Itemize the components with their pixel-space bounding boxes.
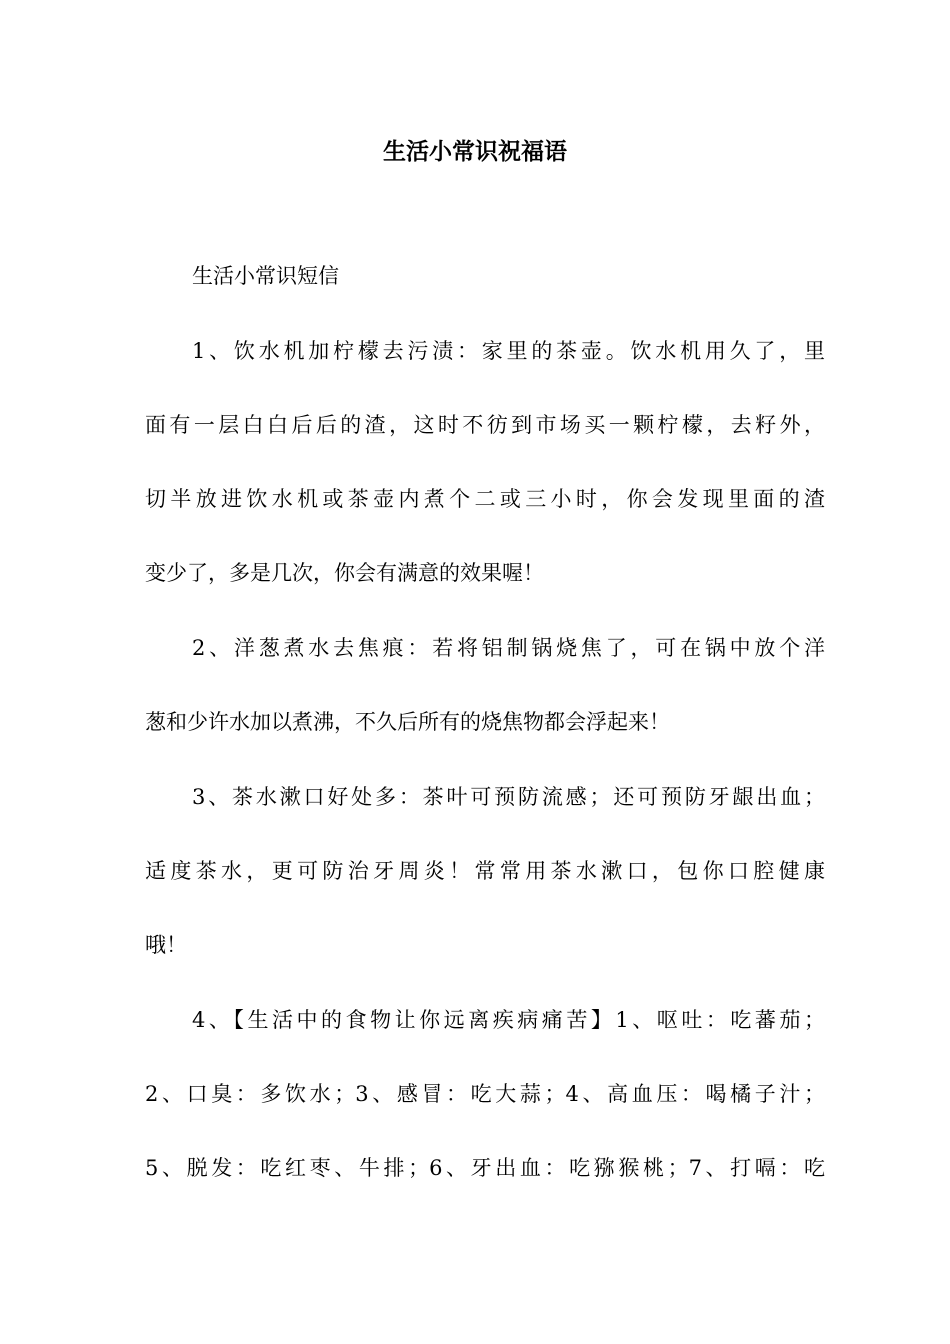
paragraph-line: 2、洋葱煮水去焦痕：若将铝制锅烧焦了，可在锅中放个洋 bbox=[192, 636, 825, 660]
paragraph-line: 葱和少许水加以煮沸，不久后所有的烧焦物都会浮起来！ bbox=[145, 710, 670, 734]
section-heading: 生活小常识短信 bbox=[192, 264, 339, 288]
paragraph-line: 切半放进饮水机或茶壶内煮个二或三小时，你会发现里面的渣 bbox=[145, 487, 825, 511]
paragraph-line: 适度茶水，更可防治牙周炎！常常用茶水漱口，包你口腔健康 bbox=[145, 859, 825, 883]
paragraph-line: 1、饮水机加柠檬去污渍：家里的茶壶。饮水机用久了，里 bbox=[192, 339, 825, 363]
paragraph-line: 哦！ bbox=[145, 933, 187, 957]
paragraph-line: 4、【生活中的食物让你远离疾病痛苦】1、呕吐：吃蕃茄； bbox=[192, 1008, 825, 1032]
paragraph-line: 2、口臭：多饮水；3、感冒：吃大蒜；4、高血压：喝橘子汁； bbox=[145, 1082, 825, 1106]
paragraph-line: 面有一层白白后后的渣，这时不彷到市场买一颗柠檬，去籽外， bbox=[145, 413, 825, 437]
paragraph-line: 5、脱发：吃红枣、牛排；6、牙出血：吃猕猴桃；7、打嗝：吃 bbox=[145, 1156, 825, 1180]
page-title: 生活小常识祝福语 bbox=[383, 139, 567, 165]
paragraph-line: 变少了，多是几次，你会有满意的效果喔！ bbox=[145, 561, 544, 585]
paragraph-line: 3、茶水漱口好处多：茶叶可预防流感；还可预防牙龈出血； bbox=[192, 785, 825, 809]
